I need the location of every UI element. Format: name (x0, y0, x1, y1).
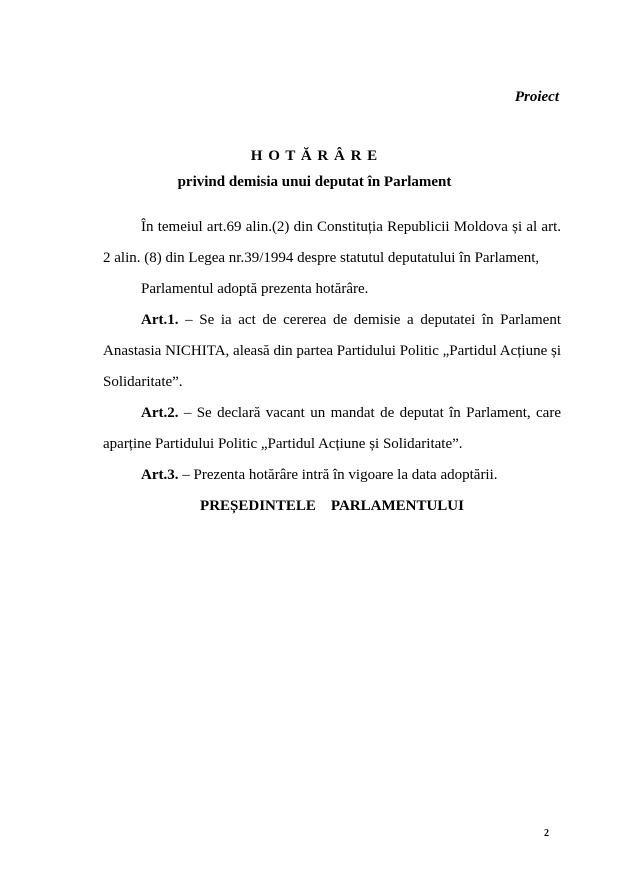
page-number: 2 (544, 828, 549, 839)
draft-label: Proiect (514, 89, 559, 105)
adoption-paragraph: Parlamentul adoptă prezenta hotărâre. (141, 281, 369, 297)
article-1-text: – Se ia act de cererea de demisie a deputatei în Parlament Anastasia NICHITA, aleasă din partea Partidului Politic „Partidul Acțiune și Solidaritate”. (103, 312, 561, 390)
document-body (103, 212, 561, 522)
article-1-paragraph (103, 305, 561, 398)
document-subtitle: privind demisia unui deputat în Parlament (177, 174, 452, 190)
article-3-label: Art.3. (141, 467, 179, 483)
article-2-label: Art.2. (141, 405, 179, 421)
preamble-paragraph: În temeiul art.69 alin.(2) din Constituția Republicii Moldova și al art. 2 alin. (8) din Legea nr.39/1994 despre statutul deputatului în Parlament, (103, 219, 561, 266)
article-1-label: Art.1. (141, 312, 179, 328)
article-2-text: – Se declară vacant un mandat de deputat în Parlament, care aparține Partidului Politic „Partidul Acțiune și Solidaritate”. (103, 405, 561, 452)
signature-title-line: PREȘEDINTELE PARLAMENTULUI (200, 498, 464, 514)
article-2-paragraph (103, 398, 561, 460)
article-3-text: – Prezenta hotărâre intră în vigoare la data adoptării. (178, 467, 498, 483)
document-title: H O T Ă R Â R E (250, 148, 379, 164)
article-3-paragraph (103, 460, 561, 491)
